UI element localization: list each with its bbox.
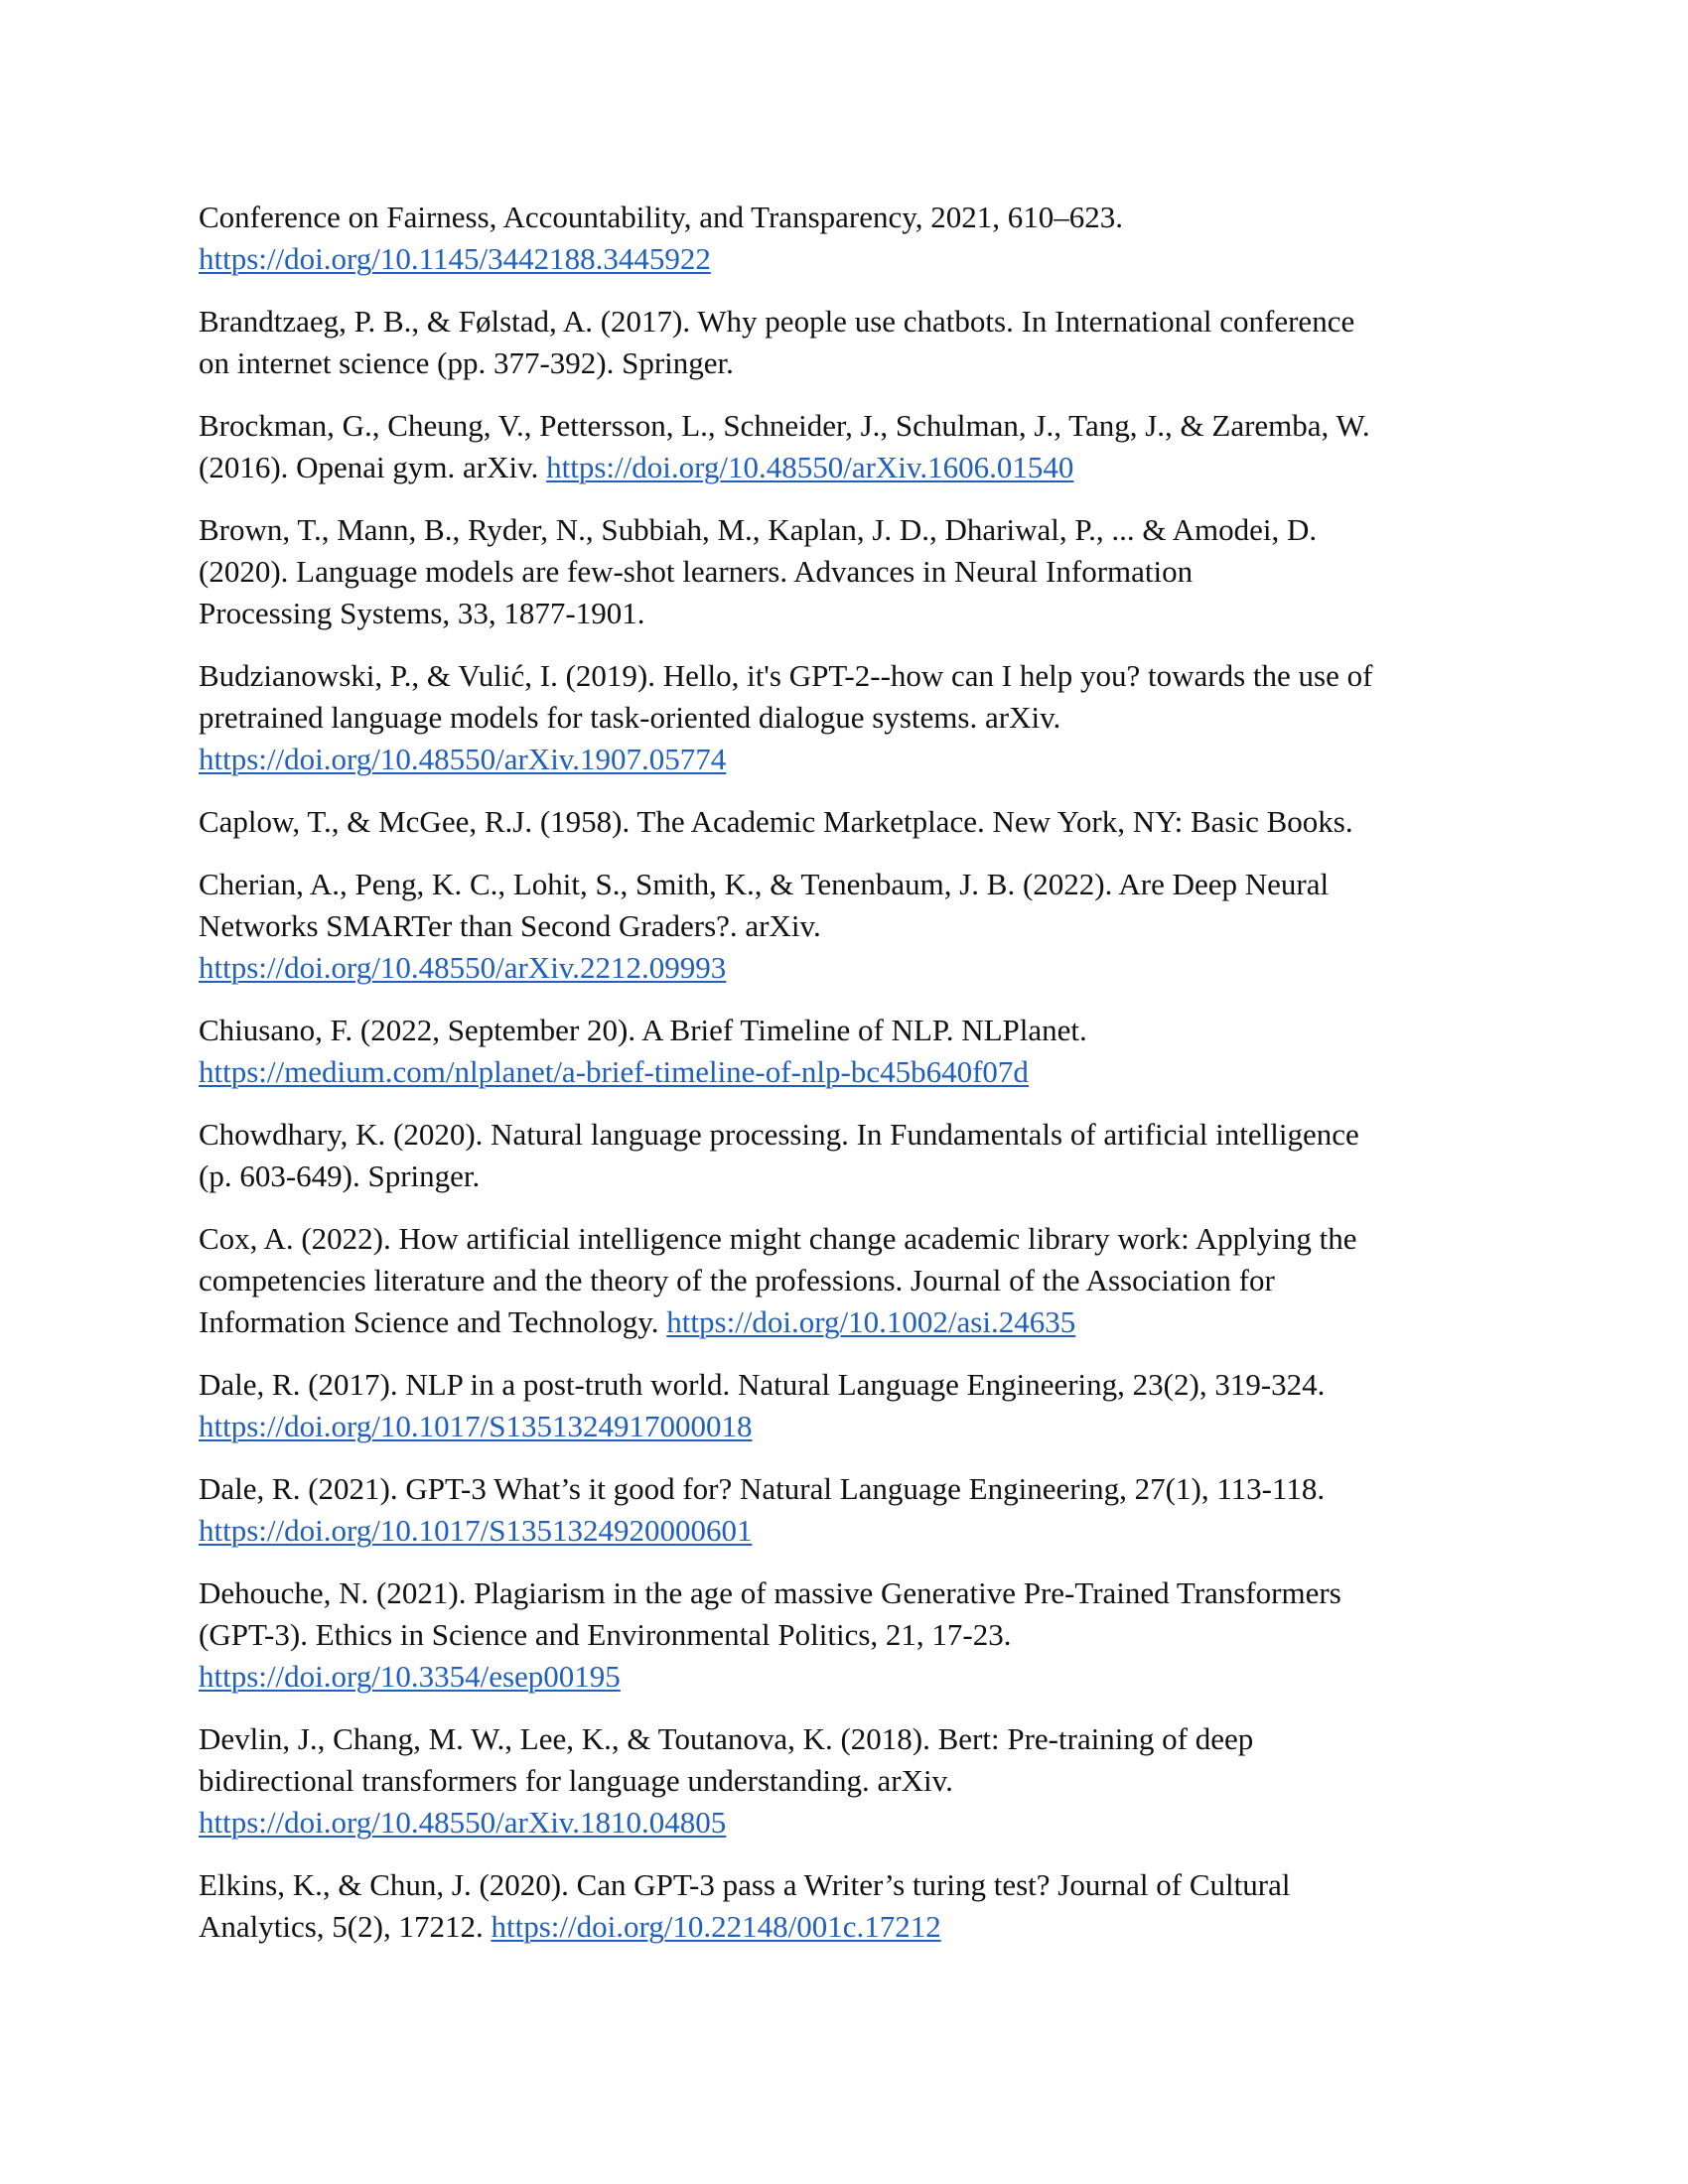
reference-text: Brandtzaeg, P. B., & Følstad, A. (2017). Why people use chatbots. In International conference	[199, 304, 1355, 339]
doi-link[interactable]: https://medium.com/nlplanet/a-brief-timeline-of-nlp-bc45b640f07d	[199, 1054, 1029, 1089]
reference-line	[199, 905, 1489, 947]
reference-text: Brockman, G., Cheung, V., Pettersson, L., Schneider, J., Schulman, J., Tang, J., & Zaremba, W.	[199, 408, 1370, 443]
reference-line	[199, 342, 1489, 384]
reference-text: Budzianowski, P., & Vulić, I. (2019). Hello, it's GPT-2--how can I help you? towards the use of	[199, 658, 1373, 693]
doi-link[interactable]: https://doi.org/10.1017/S1351324920000601	[199, 1513, 753, 1548]
reference-text: Cox, A. (2022). How artificial intelligence might change academic library work: Applying the	[199, 1221, 1357, 1256]
reference-line	[199, 655, 1489, 697]
reference-line	[199, 697, 1489, 739]
doi-link[interactable]: https://doi.org/10.48550/arXiv.1810.04805	[199, 1805, 727, 1840]
doi-link[interactable]: https://doi.org/10.1145/3442188.3445922	[199, 241, 711, 276]
reference-line	[199, 801, 1489, 843]
reference-text: (2016). Openai gym. arXiv.	[199, 450, 547, 484]
reference-text: Devlin, J., Chang, M. W., Lee, K., & Toutanova, K. (2018). Bert: Pre-training of deep	[199, 1721, 1254, 1756]
reference-line	[199, 301, 1489, 342]
doi-link[interactable]: https://doi.org/10.1017/S1351324917000018	[199, 1409, 753, 1443]
reference-text: bidirectional transformers for language understanding. arXiv.	[199, 1763, 953, 1798]
reference-text: Dale, R. (2017). NLP in a post-truth world. Natural Language Engineering, 23(2), 319-324.	[199, 1367, 1326, 1402]
reference-entry	[199, 1218, 1489, 1343]
reference-line	[199, 1406, 1489, 1447]
reference-text: Brown, T., Mann, B., Ryder, N., Subbiah, M., Kaplan, J. D., Dhariwal, P., ... & Amodei, D.	[199, 512, 1318, 547]
reference-entry	[199, 1864, 1489, 1948]
reference-entry	[199, 301, 1489, 384]
reference-line	[199, 1510, 1489, 1552]
reference-text: competencies literature and the theory of the professions. Journal of the Association for	[199, 1263, 1275, 1297]
reference-line	[199, 1051, 1489, 1093]
reference-text: Elkins, K., & Chun, J. (2020). Can GPT-3 pass a Writer’s turing test? Journal of Cultural	[199, 1867, 1291, 1902]
reference-line	[199, 509, 1489, 551]
reference-text: (p. 603-649). Springer.	[199, 1159, 481, 1193]
reference-text: (2020). Language models are few-shot learners. Advances in Neural Information	[199, 554, 1194, 589]
doi-link[interactable]: https://doi.org/10.48550/arXiv.1606.01540	[546, 450, 1074, 484]
reference-text: on internet science (pp. 377-392). Springer.	[199, 345, 734, 380]
reference-entry	[199, 1468, 1489, 1552]
reference-entry	[199, 197, 1489, 280]
doi-link[interactable]: https://doi.org/10.1002/asi.24635	[666, 1304, 1076, 1339]
reference-line	[199, 1760, 1489, 1802]
reference-entry	[199, 655, 1489, 780]
reference-entry	[199, 1010, 1489, 1093]
reference-text: Cherian, A., Peng, K. C., Lohit, S., Smith, K., & Tenenbaum, J. B. (2022). Are Deep Neural	[199, 867, 1330, 901]
reference-list	[199, 197, 1489, 1969]
reference-text: Chiusano, F. (2022, September 20). A Brief Timeline of NLP. NLPlanet.	[199, 1013, 1087, 1047]
reference-text: Conference on Fairness, Accountability, and Transparency, 2021, 610–623.	[199, 200, 1123, 234]
reference-entry	[199, 1364, 1489, 1447]
reference-entry	[199, 1718, 1489, 1843]
reference-line	[199, 1364, 1489, 1406]
doi-link[interactable]: https://doi.org/10.22148/001c.17212	[491, 1909, 941, 1944]
doi-link[interactable]: https://doi.org/10.48550/arXiv.1907.05774	[199, 742, 727, 776]
reference-line	[199, 1010, 1489, 1051]
reference-line	[199, 1156, 1489, 1197]
reference-text: Networks SMARTer than Second Graders?. arXiv.	[199, 908, 821, 943]
reference-line	[199, 1718, 1489, 1760]
reference-line	[199, 1114, 1489, 1156]
reference-line	[199, 1656, 1489, 1698]
reference-line	[199, 1864, 1489, 1906]
reference-entry	[199, 864, 1489, 989]
reference-entry	[199, 1114, 1489, 1197]
reference-line	[199, 593, 1489, 634]
reference-line	[199, 947, 1489, 989]
reference-line	[199, 739, 1489, 780]
reference-entry	[199, 1572, 1489, 1698]
reference-line	[199, 551, 1489, 593]
reference-line	[199, 405, 1489, 447]
reference-text: Caplow, T., & McGee, R.J. (1958). The Academic Marketplace. New York, NY: Basic Books.	[199, 804, 1353, 839]
reference-entry	[199, 509, 1489, 634]
reference-text: Analytics, 5(2), 17212.	[199, 1909, 492, 1944]
reference-text: Processing Systems, 33, 1877-1901.	[199, 596, 645, 630]
doi-link[interactable]: https://doi.org/10.3354/esep00195	[199, 1659, 621, 1694]
reference-text: (GPT-3). Ethics in Science and Environmental Politics, 21, 17-23.	[199, 1617, 1012, 1652]
reference-line	[199, 197, 1489, 238]
reference-line	[199, 447, 1489, 488]
reference-line	[199, 1572, 1489, 1614]
reference-text: Dehouche, N. (2021). Plagiarism in the age of massive Generative Pre-Trained Transformers	[199, 1575, 1341, 1610]
reference-line	[199, 1468, 1489, 1510]
reference-line	[199, 864, 1489, 905]
reference-line	[199, 1802, 1489, 1843]
doi-link[interactable]: https://doi.org/10.48550/arXiv.2212.09993	[199, 950, 727, 985]
reference-entry	[199, 801, 1489, 843]
reference-text: Information Science and Technology.	[199, 1304, 667, 1339]
reference-line	[199, 1614, 1489, 1656]
reference-line	[199, 1260, 1489, 1301]
reference-line	[199, 1301, 1489, 1343]
reference-text: Chowdhary, K. (2020). Natural language processing. In Fundamentals of artificial intelligence	[199, 1117, 1359, 1152]
reference-line	[199, 1906, 1489, 1948]
reference-text: pretrained language models for task-oriented dialogue systems. arXiv.	[199, 700, 1061, 735]
reference-line	[199, 238, 1489, 280]
reference-line	[199, 1218, 1489, 1260]
reference-entry	[199, 405, 1489, 488]
reference-text: Dale, R. (2021). GPT-3 What’s it good for? Natural Language Engineering, 27(1), 113-118.	[199, 1471, 1326, 1506]
